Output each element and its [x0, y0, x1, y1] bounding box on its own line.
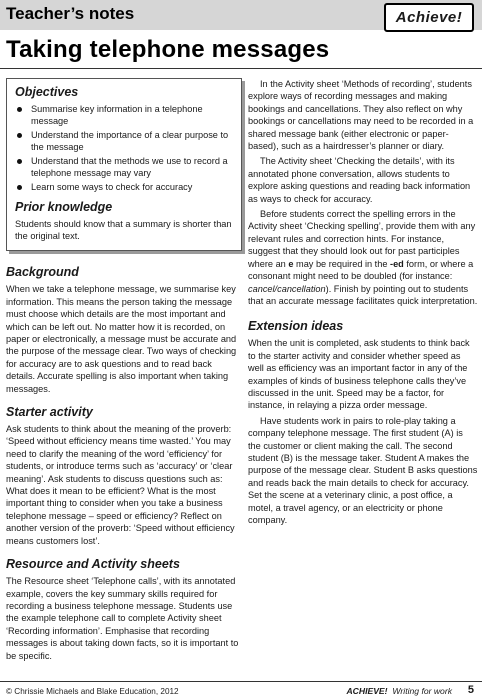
starter-heading: Starter activity: [6, 405, 93, 420]
spelling-letter-e: e: [288, 258, 294, 269]
prior-knowledge-heading: Prior knowledge: [15, 199, 113, 214]
objectives-list: [15, 103, 233, 194]
objective-text: Summarise key information in a telephone message: [31, 104, 203, 127]
extension-heading: Extension ideas: [248, 319, 344, 334]
prior-knowledge-text: Students should know that a summary is shorter than the original text.: [15, 218, 232, 241]
objectives-box: [6, 78, 242, 251]
objectives-heading: Objectives: [15, 85, 79, 99]
spelling-text-d: ). Finish by pointing out to students that an accurate message facilitates quick interpretation.: [248, 283, 478, 306]
page-number: 5: [467, 684, 474, 696]
objective-text: Understand the importance of a clear purpose to the message: [31, 130, 229, 153]
objective-item: [15, 129, 233, 154]
brand-logo: Achieve!: [384, 3, 474, 32]
bullet-icon: [17, 133, 22, 138]
background-heading: Background: [6, 265, 79, 280]
spelling-text-a: Before students correct the spelling errors in the Activity sheet ‘Checking spelling’, provide them with any relevant rules and correction hints. For instance, suggest that they should look out for past participles where an: [248, 209, 476, 269]
objective-text: Understand that the methods we use to record a telephone message may vary: [31, 156, 228, 179]
bullet-icon: [17, 107, 22, 112]
checking-details-paragraph: The Activity sheet ‘Checking the details’, with its annotated phone conversation, allows students to explore asking questions and reading back information as ways to check for accuracy.: [248, 156, 471, 204]
resource-heading: Resource and Activity sheets: [6, 557, 180, 572]
objective-text: Learn some ways to check for accuracy: [31, 182, 193, 193]
objective-item: [15, 181, 233, 193]
series-brand: ACHIEVE!: [346, 686, 388, 696]
spelling-text-b: may be required in the: [293, 258, 391, 269]
resource-text: The Resource sheet ‘Telephone calls’, with its annotated example, covers the key summary skills required for recording a business telephone message. Students use the example telephone call to complete Activity sheet ‘Recording information’. Emphasise that recording messages is about taking down facts, so it is important to be specific.: [6, 576, 239, 661]
series-name: Writing for work: [392, 686, 452, 696]
bullet-icon: [17, 159, 22, 164]
bullet-icon: [17, 185, 22, 190]
methods-paragraph: In the Activity sheet ‘Methods of recording’, students explore ways of recording messages and making bookings and cancellations. They also reflect on why bookings or cancellations may need to be recorded in a shared message bank (either electronic or paper-based), such as a hairdresser’s planner or diary.: [248, 79, 474, 152]
spelling-example: cancel/cancellation: [248, 283, 326, 294]
extension-paragraph-2: Have students work in pairs to role-play taking a company telephone message. The first student (A) is the customer or client making the call. The second student (B) is the message taker. Student A makes the purpose of the message clear. Student B asks questions and reads back the main details to check for accuracy. Set the scene at a veterinary clinic, a post office, a motel, a travel agency, or an electricity or phone company.: [248, 415, 478, 525]
right-column: [248, 78, 478, 526]
copyright-notice: © Chrissie Michaels and Blake Education, 2012: [6, 687, 179, 696]
spelling-suffix-ed: -ed: [390, 258, 404, 269]
page-title: Taking telephone messages: [6, 36, 330, 63]
starter-text: Ask students to think about the meaning of the proverb: ‘Speed without efficiency means time wasted.’ You may need to clarify the meaning of the word ‘efficiency’ for students, or introduce terms such as ‘accuracy’ or ‘clear meaning’. Ask students to discuss questions such as: What does it mean to be efficient? What is the most important thing to consider when you take a business telephone message – speed or efficiency? Reflect on another version of the proverb: ‘Speed without efficiency means customers lost’.: [6, 424, 235, 546]
section-label: Teacher’s notes: [6, 4, 135, 23]
objective-item: [15, 103, 233, 128]
spelling-paragraph: [248, 208, 478, 307]
background-text: When we take a telephone message, we summarise key information. This means the person taking the message must choose which details are the most important and which can be left out. No matter how it is recorded, on paper or electronically, a message must be accurate and the purpose of the message clear. Two ways of checking for accuracy are to ask questions and to read back details. Accurate spelling is also important when taking messages.: [6, 284, 237, 394]
extension-paragraph-1: When the unit is completed, ask students to think back to the starter activity and consider whether speed as well as efficiency was an important factor in any of the examples of kinds of business telephone calls they’ve discussed in the unit. Speed may be a factor, for instance, in relaying a pizza order message.: [248, 338, 470, 411]
title-divider: [0, 68, 482, 69]
footer-divider: [0, 681, 482, 682]
series-title: [346, 686, 452, 696]
objective-item: [15, 155, 233, 180]
spelling-text-c: form, or where a consonant might need to be doubled (for instance:: [248, 258, 474, 282]
left-column: [6, 78, 242, 662]
